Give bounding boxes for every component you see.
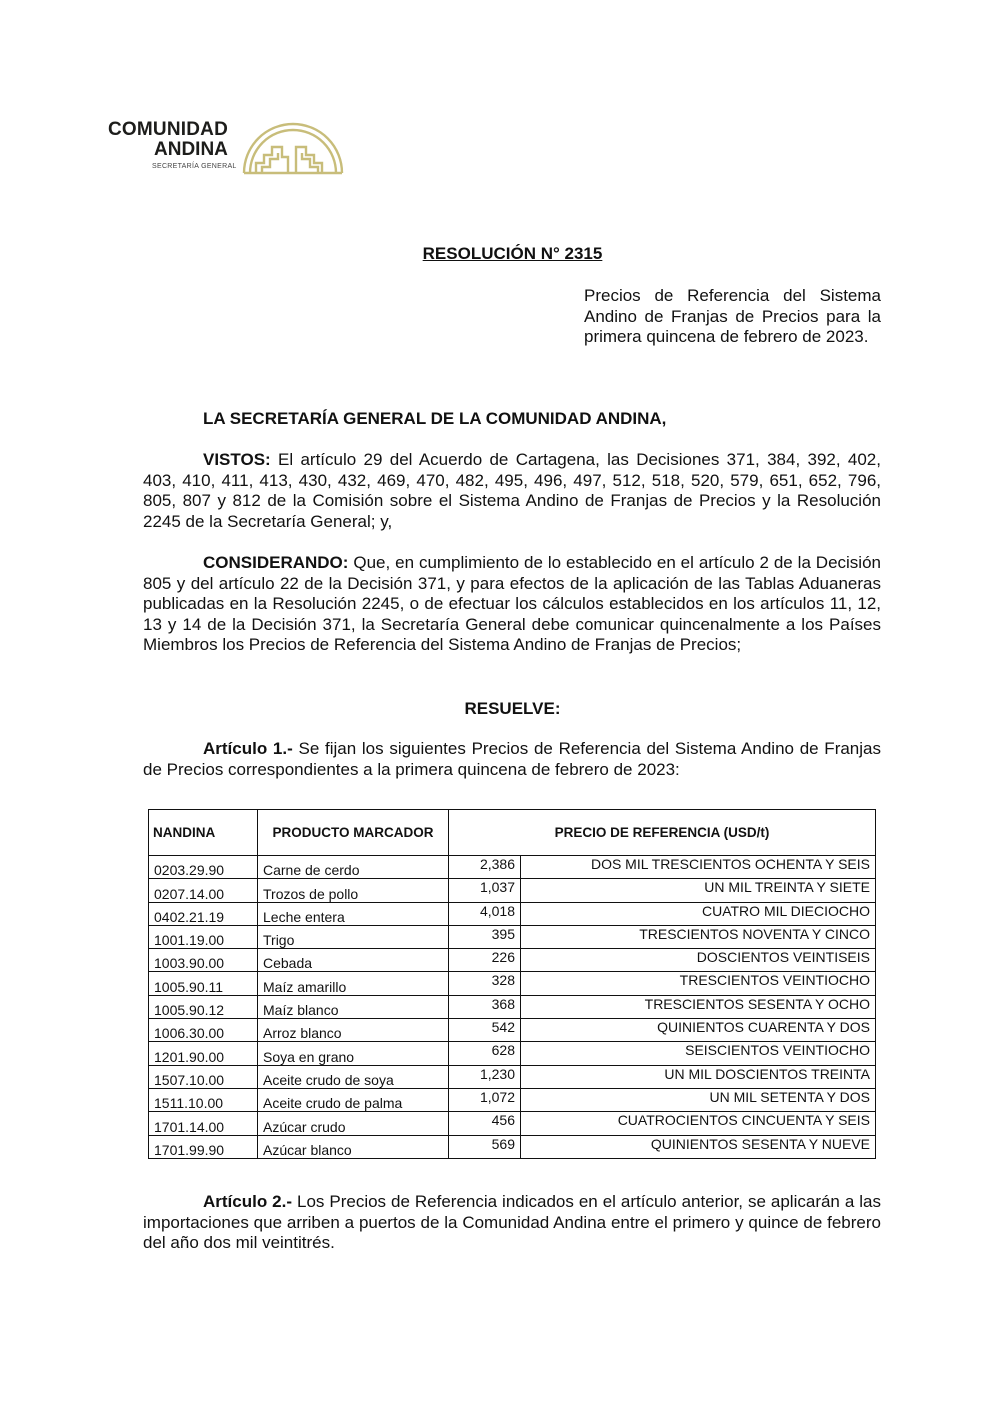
product-name-cell: Arroz blanco bbox=[258, 1019, 449, 1042]
price-value-cell: 328 bbox=[449, 972, 521, 995]
table-row bbox=[149, 925, 876, 948]
considerando-text: Que, en cumplimiento de lo establecido en el artículo 2 de la Decisión 805 y del artículo 22 de la Decisión 371, y para efectos de la aplicación de las Tablas Aduaneras publicadas en la Resolución 2245, o de efectuar los cálculos establecidos en los artículos 11, 12, 13 y 14 de la Decisión 371, la Secretaría General debe comunicar quincenalmente a los Países Miembros los Precios de Referencia del Sistema Andino de Franjas de Precios; bbox=[143, 553, 881, 654]
price-words-cell: UN MIL TREINTA Y SIETE bbox=[521, 879, 876, 902]
table-row bbox=[149, 1065, 876, 1088]
price-value-cell: 395 bbox=[449, 925, 521, 948]
resuelve-heading: RESUELVE: bbox=[464, 699, 561, 718]
nandina-code-cell: 1701.99.90 bbox=[149, 1135, 258, 1158]
product-name-cell: Aceite crudo de palma bbox=[258, 1088, 449, 1111]
logo-line3: SECRETARÍA GENERAL bbox=[152, 163, 237, 170]
table-row bbox=[149, 1135, 876, 1158]
product-name-cell: Maíz amarillo bbox=[258, 972, 449, 995]
price-value-cell: 1,037 bbox=[449, 879, 521, 902]
price-value-cell: 1,230 bbox=[449, 1065, 521, 1088]
header-producto: PRODUCTO MARCADOR bbox=[258, 810, 449, 856]
table-row bbox=[149, 902, 876, 925]
table-row bbox=[149, 995, 876, 1018]
price-value-cell: 226 bbox=[449, 949, 521, 972]
table-row bbox=[149, 856, 876, 879]
price-value-cell: 542 bbox=[449, 1019, 521, 1042]
price-words-cell: DOS MIL TRESCIENTOS OCHENTA Y SEIS bbox=[521, 856, 876, 879]
comunidad-andina-logo bbox=[106, 117, 346, 177]
table-row bbox=[149, 879, 876, 902]
table-row bbox=[149, 1088, 876, 1111]
price-words-cell: QUINIENTOS SESENTA Y NUEVE bbox=[521, 1135, 876, 1158]
resolution-title bbox=[0, 244, 1000, 264]
logo-line1: COMUNIDAD bbox=[108, 119, 229, 140]
price-words-cell: DOSCIENTOS VEINTISEIS bbox=[521, 949, 876, 972]
table-header-row bbox=[149, 810, 876, 856]
table-row bbox=[149, 972, 876, 995]
nandina-code-cell: 1701.14.00 bbox=[149, 1112, 258, 1135]
price-value-cell: 1,072 bbox=[449, 1088, 521, 1111]
price-value-cell: 456 bbox=[449, 1112, 521, 1135]
product-name-cell: Soya en grano bbox=[258, 1042, 449, 1065]
table-row bbox=[149, 949, 876, 972]
price-value-cell: 628 bbox=[449, 1042, 521, 1065]
reference-price-table bbox=[148, 809, 876, 1159]
articulo2-label: Artículo 2.- bbox=[203, 1192, 293, 1211]
vistos-text: El artículo 29 del Acuerdo de Cartagena, las Decisiones 371, 384, 392, 402, 403, 410, 411, 413, 430, 432, 469, 470, 482, 495, 496, 497, 512, 518, 520, 579, 651, 652, 796, 805, 807 y 812 de la Comisión sobre el Sistema Andino de Franjas de Precios y la Resolución 2245 de la Secretaría General; y, bbox=[143, 450, 881, 531]
price-words-cell: TRESCIENTOS VEINTIOCHO bbox=[521, 972, 876, 995]
header-nandina: NANDINA bbox=[149, 810, 258, 856]
resolution-subject: Precios de Referencia del Sistema Andino de Franjas de Precios para la primera quincena de febrero de 2023. bbox=[584, 286, 881, 346]
articulo2-text: Los Precios de Referencia indicados en el artículo anterior, se aplicarán a las importaciones que arriben a puertos de la Comunidad Andina entre el primero y quince de febrero del año dos mil veintitrés. bbox=[143, 1192, 881, 1252]
product-name-cell: Trigo bbox=[258, 925, 449, 948]
vistos-paragraph bbox=[143, 450, 881, 532]
nandina-code-cell: 1507.10.00 bbox=[149, 1065, 258, 1088]
secretariat-heading: LA SECRETARÍA GENERAL DE LA COMUNIDAD ANDINA, bbox=[203, 409, 667, 428]
nandina-code-cell: 0207.14.00 bbox=[149, 879, 258, 902]
nandina-code-cell: 1003.90.00 bbox=[149, 949, 258, 972]
articulo2-paragraph bbox=[143, 1192, 881, 1254]
price-words-cell: SEISCIENTOS VEINTIOCHO bbox=[521, 1042, 876, 1065]
price-value-cell: 2,386 bbox=[449, 856, 521, 879]
product-name-cell: Cebada bbox=[258, 949, 449, 972]
price-value-cell: 569 bbox=[449, 1135, 521, 1158]
nandina-code-cell: 1005.90.12 bbox=[149, 995, 258, 1018]
table-row bbox=[149, 1019, 876, 1042]
logo-line2: ANDINA bbox=[154, 139, 228, 160]
price-value-cell: 368 bbox=[449, 995, 521, 1018]
andean-arch-icon bbox=[242, 117, 344, 175]
price-words-cell: CUATRO MIL DIECIOCHO bbox=[521, 902, 876, 925]
price-words-cell: TRESCIENTOS SESENTA Y OCHO bbox=[521, 995, 876, 1018]
price-words-cell: CUATROCIENTOS CINCUENTA Y SEIS bbox=[521, 1112, 876, 1135]
nandina-code-cell: 1001.19.00 bbox=[149, 925, 258, 948]
articulo1-text: Se fijan los siguientes Precios de Referencia del Sistema Andino de Franjas de Precios correspondientes a la primera quincena de febrero de 2023: bbox=[143, 739, 881, 779]
considerando-label: CONSIDERANDO: bbox=[203, 553, 349, 572]
vistos-label: VISTOS: bbox=[203, 450, 271, 469]
price-words-cell: QUINIENTOS CUARENTA Y DOS bbox=[521, 1019, 876, 1042]
product-name-cell: Azúcar crudo bbox=[258, 1112, 449, 1135]
product-name-cell: Leche entera bbox=[258, 902, 449, 925]
table-row bbox=[149, 1042, 876, 1065]
product-name-cell: Maíz blanco bbox=[258, 995, 449, 1018]
table-row bbox=[149, 1112, 876, 1135]
nandina-code-cell: 1201.90.00 bbox=[149, 1042, 258, 1065]
price-value-cell: 4,018 bbox=[449, 902, 521, 925]
nandina-code-cell: 0203.29.90 bbox=[149, 856, 258, 879]
product-name-cell: Aceite crudo de soya bbox=[258, 1065, 449, 1088]
resolution-title-text: RESOLUCIÓN N° 2315 bbox=[422, 244, 603, 263]
articulo1-label: Artículo 1.- bbox=[203, 739, 293, 758]
header-precio: PRECIO DE REFERENCIA (USD/t) bbox=[449, 810, 876, 856]
considerando-paragraph bbox=[143, 553, 881, 656]
product-name-cell: Azúcar blanco bbox=[258, 1135, 449, 1158]
nandina-code-cell: 1006.30.00 bbox=[149, 1019, 258, 1042]
price-words-cell: UN MIL DOSCIENTOS TREINTA bbox=[521, 1065, 876, 1088]
articulo1-paragraph bbox=[143, 739, 881, 780]
price-words-cell: UN MIL SETENTA Y DOS bbox=[521, 1088, 876, 1111]
price-words-cell: TRESCIENTOS NOVENTA Y CINCO bbox=[521, 925, 876, 948]
product-name-cell: Trozos de pollo bbox=[258, 879, 449, 902]
product-name-cell: Carne de cerdo bbox=[258, 856, 449, 879]
nandina-code-cell: 1511.10.00 bbox=[149, 1088, 258, 1111]
nandina-code-cell: 1005.90.11 bbox=[149, 972, 258, 995]
nandina-code-cell: 0402.21.19 bbox=[149, 902, 258, 925]
